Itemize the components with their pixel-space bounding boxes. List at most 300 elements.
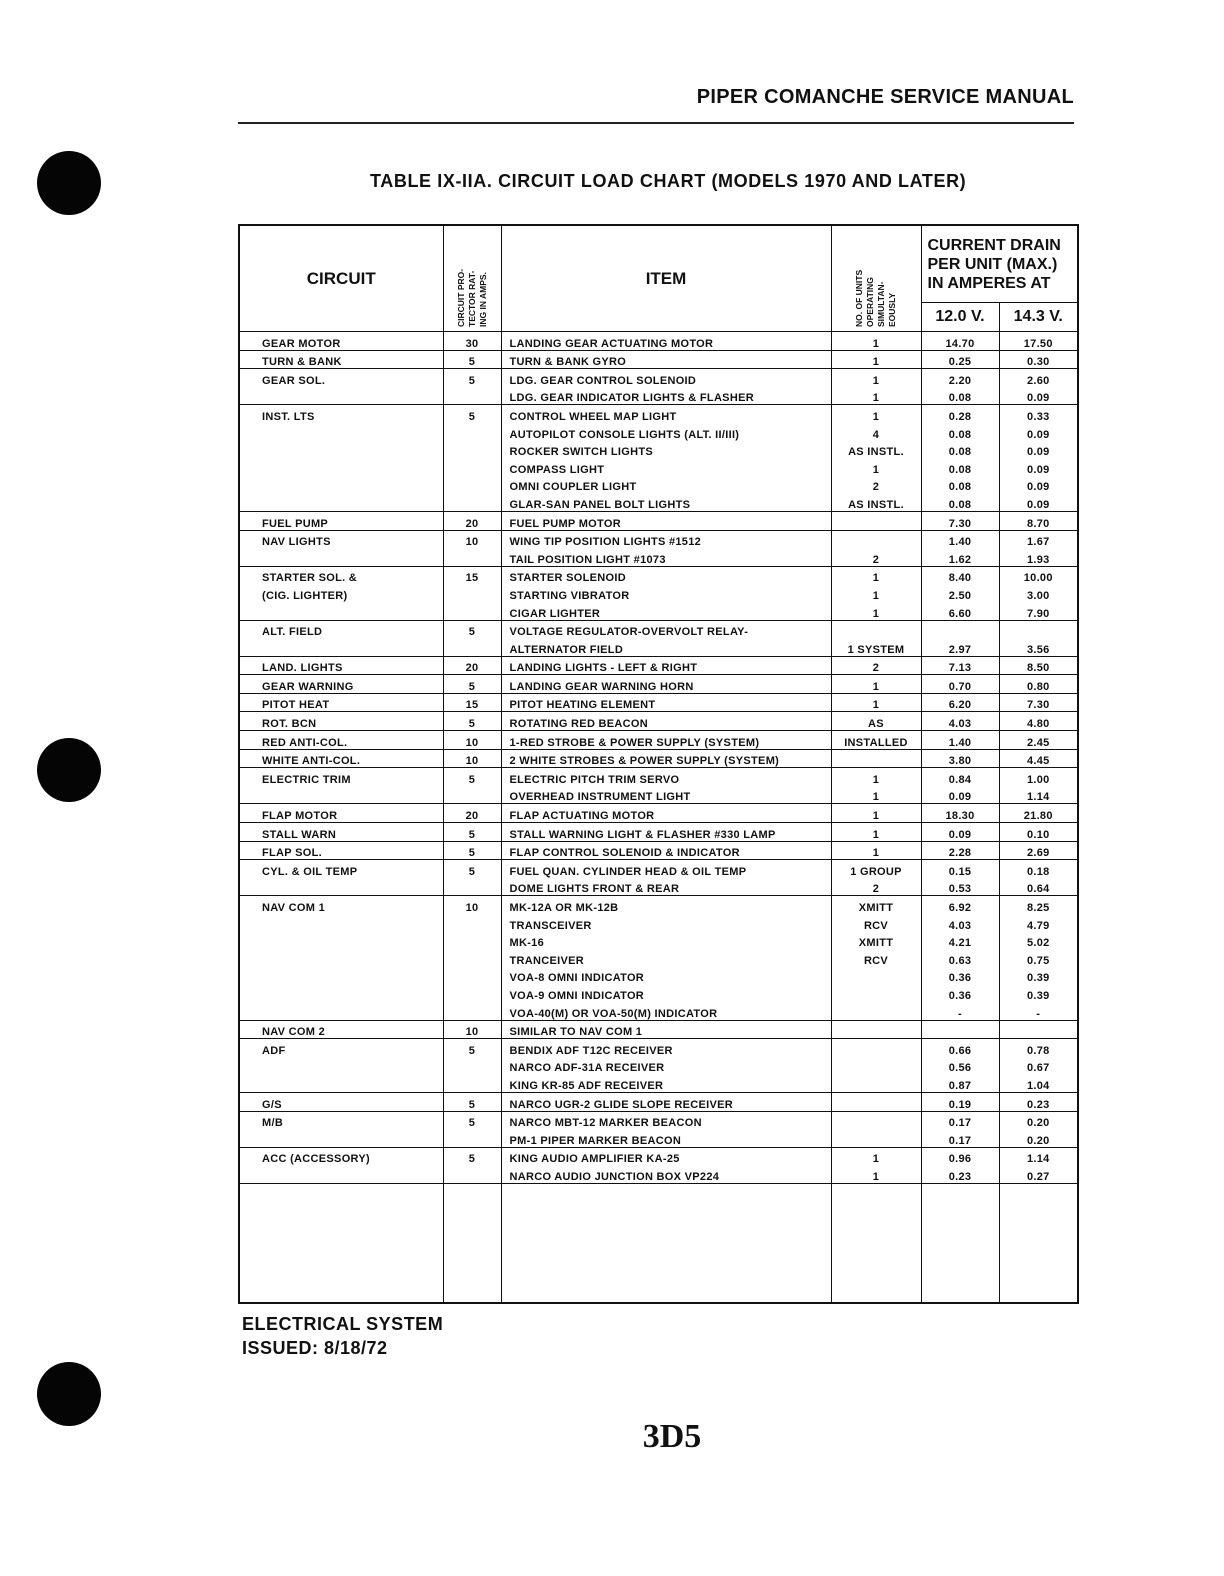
circuit-cell: NAV COM 2 bbox=[239, 1020, 443, 1039]
drain-14v-cell: 0.80 bbox=[999, 675, 1078, 694]
item-cell: STARTER SOLENOID bbox=[501, 566, 831, 584]
table-row bbox=[239, 566, 1078, 584]
header-rule bbox=[238, 122, 1074, 124]
circuit-cell bbox=[239, 476, 443, 494]
item-cell: FLAP ACTUATING MOTOR bbox=[501, 804, 831, 823]
units-cell bbox=[831, 1111, 921, 1129]
drain-12v-cell: 0.70 bbox=[921, 675, 999, 694]
units-cell: XMITT bbox=[831, 932, 921, 950]
rating-cell bbox=[443, 493, 501, 511]
drain-12v-cell: 0.66 bbox=[921, 1039, 999, 1057]
circuit-cell bbox=[239, 387, 443, 405]
units-cell: 1 SYSTEM bbox=[831, 638, 921, 656]
circuit-cell bbox=[239, 932, 443, 950]
units-cell: 1 bbox=[831, 675, 921, 694]
item-cell: ROCKER SWITCH LIGHTS bbox=[501, 441, 831, 459]
table-filler-row bbox=[239, 1183, 1078, 1303]
drain-12v-cell: 0.08 bbox=[921, 493, 999, 511]
table-row bbox=[239, 602, 1078, 620]
header-12v: 12.0 V. bbox=[921, 303, 999, 332]
circuit-cell bbox=[239, 1074, 443, 1092]
drain-12v-cell: 0.96 bbox=[921, 1147, 999, 1165]
table-row bbox=[239, 967, 1078, 985]
item-cell: COMPASS LIGHT bbox=[501, 458, 831, 476]
rating-cell: 10 bbox=[443, 896, 501, 914]
item-cell: FUEL QUAN. CYLINDER HEAD & OIL TEMP bbox=[501, 860, 831, 878]
item-cell: NARCO MBT-12 MARKER BEACON bbox=[501, 1111, 831, 1129]
circuit-cell: FUEL PUMP bbox=[239, 511, 443, 530]
rating-cell bbox=[443, 984, 501, 1002]
item-cell: NARCO UGR-2 GLIDE SLOPE RECEIVER bbox=[501, 1092, 831, 1111]
rating-cell bbox=[443, 1002, 501, 1020]
rating-cell: 5 bbox=[443, 350, 501, 369]
drain-12v-cell: 0.84 bbox=[921, 768, 999, 786]
circuit-cell: GEAR MOTOR bbox=[239, 332, 443, 351]
drain-14v-cell: 3.00 bbox=[999, 584, 1078, 602]
drain-12v-cell: 0.08 bbox=[921, 423, 999, 441]
circuit-cell bbox=[239, 984, 443, 1002]
table-row bbox=[239, 731, 1078, 750]
drain-14v-cell: - bbox=[999, 1002, 1078, 1020]
drain-12v-cell: 0.25 bbox=[921, 350, 999, 369]
rating-cell: 5 bbox=[443, 1092, 501, 1111]
drain-12v-cell: 1.40 bbox=[921, 731, 999, 750]
drain-14v-cell: 5.02 bbox=[999, 932, 1078, 950]
table-row bbox=[239, 458, 1078, 476]
units-cell: 1 bbox=[831, 458, 921, 476]
units-cell: 1 bbox=[831, 693, 921, 712]
circuit-cell: FLAP SOL. bbox=[239, 841, 443, 860]
item-cell: WING TIP POSITION LIGHTS #1512 bbox=[501, 530, 831, 548]
drain-12v-cell: 6.92 bbox=[921, 896, 999, 914]
units-cell bbox=[831, 530, 921, 548]
units-cell: 1 bbox=[831, 823, 921, 842]
drain-14v-cell: 21.80 bbox=[999, 804, 1078, 823]
drain-14v-cell: 3.56 bbox=[999, 638, 1078, 656]
circuit-cell: GEAR SOL. bbox=[239, 369, 443, 387]
units-cell: RCV bbox=[831, 914, 921, 932]
table-row bbox=[239, 768, 1078, 786]
drain-12v-cell: 0.08 bbox=[921, 476, 999, 494]
table-row bbox=[239, 932, 1078, 950]
units-cell bbox=[831, 511, 921, 530]
units-cell: 1 bbox=[831, 566, 921, 584]
item-cell: TRANSCEIVER bbox=[501, 914, 831, 932]
rating-cell bbox=[443, 786, 501, 804]
drain-12v-cell bbox=[921, 1020, 999, 1039]
table-body bbox=[239, 332, 1078, 1303]
table-row bbox=[239, 1147, 1078, 1165]
rating-cell bbox=[443, 476, 501, 494]
drain-14v-cell: 1.14 bbox=[999, 1147, 1078, 1165]
drain-12v-cell: 0.28 bbox=[921, 405, 999, 423]
units-cell bbox=[831, 1129, 921, 1147]
empty-cell bbox=[999, 1183, 1078, 1303]
rating-cell: 10 bbox=[443, 530, 501, 548]
drain-14v-cell: 0.27 bbox=[999, 1165, 1078, 1183]
drain-12v-cell: 0.87 bbox=[921, 1074, 999, 1092]
table-row bbox=[239, 712, 1078, 731]
drain-14v-cell: 1.04 bbox=[999, 1074, 1078, 1092]
table-row bbox=[239, 749, 1078, 768]
drain-12v-cell: 7.13 bbox=[921, 656, 999, 675]
item-cell: MK-16 bbox=[501, 932, 831, 950]
rating-cell bbox=[443, 1057, 501, 1075]
table-row bbox=[239, 786, 1078, 804]
drain-12v-cell: 0.23 bbox=[921, 1165, 999, 1183]
drain-14v-cell: 0.09 bbox=[999, 458, 1078, 476]
item-cell: LANDING GEAR ACTUATING MOTOR bbox=[501, 332, 831, 351]
table-row bbox=[239, 656, 1078, 675]
rating-cell bbox=[443, 602, 501, 620]
circuit-cell: NAV LIGHTS bbox=[239, 530, 443, 548]
item-cell: FLAP CONTROL SOLENOID & INDICATOR bbox=[501, 841, 831, 860]
footer-issued: ISSUED: 8/18/72 bbox=[242, 1338, 388, 1358]
circuit-cell bbox=[239, 967, 443, 985]
table-row bbox=[239, 896, 1078, 914]
circuit-load-table bbox=[238, 224, 1079, 1304]
drain-14v-cell: 0.20 bbox=[999, 1111, 1078, 1129]
item-cell: NARCO AUDIO JUNCTION BOX VP224 bbox=[501, 1165, 831, 1183]
table-row bbox=[239, 675, 1078, 694]
drain-12v-cell: 2.50 bbox=[921, 584, 999, 602]
units-cell bbox=[831, 1074, 921, 1092]
item-cell: PITOT HEATING ELEMENT bbox=[501, 693, 831, 712]
circuit-cell bbox=[239, 441, 443, 459]
table-row bbox=[239, 548, 1078, 566]
drain-12v-cell: 0.63 bbox=[921, 949, 999, 967]
item-cell: VOA-8 OMNI INDICATOR bbox=[501, 967, 831, 985]
drain-12v-cell: 0.36 bbox=[921, 967, 999, 985]
page-number: 3D5 bbox=[642, 1418, 702, 1455]
drain-12v-cell: 0.08 bbox=[921, 441, 999, 459]
drain-14v-cell: 8.25 bbox=[999, 896, 1078, 914]
empty-cell bbox=[239, 1183, 443, 1303]
units-cell bbox=[831, 749, 921, 768]
units-cell: 1 bbox=[831, 786, 921, 804]
drain-12v-cell: 4.03 bbox=[921, 914, 999, 932]
circuit-cell: INST. LTS bbox=[239, 405, 443, 423]
drain-14v-cell: 8.70 bbox=[999, 511, 1078, 530]
item-cell: DOME LIGHTS FRONT & REAR bbox=[501, 878, 831, 896]
circuit-cell bbox=[239, 949, 443, 967]
drain-14v-cell: 0.10 bbox=[999, 823, 1078, 842]
drain-12v-cell: 1.40 bbox=[921, 530, 999, 548]
rating-cell: 30 bbox=[443, 332, 501, 351]
units-cell: 1 bbox=[831, 768, 921, 786]
rating-cell bbox=[443, 1129, 501, 1147]
units-cell: XMITT bbox=[831, 896, 921, 914]
circuit-cell: CYL. & OIL TEMP bbox=[239, 860, 443, 878]
table-row bbox=[239, 1020, 1078, 1039]
drain-12v-cell: 14.70 bbox=[921, 332, 999, 351]
table-row bbox=[239, 1002, 1078, 1020]
circuit-cell bbox=[239, 914, 443, 932]
table-row bbox=[239, 860, 1078, 878]
drain-12v-cell: 0.09 bbox=[921, 786, 999, 804]
circuit-cell: (CIG. LIGHTER) bbox=[239, 584, 443, 602]
table-row bbox=[239, 511, 1078, 530]
rating-cell bbox=[443, 638, 501, 656]
empty-cell bbox=[921, 1183, 999, 1303]
binder-hole-middle bbox=[37, 738, 101, 802]
table-row bbox=[239, 476, 1078, 494]
table-row bbox=[239, 1092, 1078, 1111]
circuit-cell bbox=[239, 786, 443, 804]
drain-14v-cell: 0.39 bbox=[999, 967, 1078, 985]
rating-cell: 5 bbox=[443, 712, 501, 731]
drain-14v-cell: 0.20 bbox=[999, 1129, 1078, 1147]
rating-cell: 5 bbox=[443, 841, 501, 860]
drain-14v-cell: 0.64 bbox=[999, 878, 1078, 896]
item-cell: AUTOPILOT CONSOLE LIGHTS (ALT. II/III) bbox=[501, 423, 831, 441]
item-cell: TAIL POSITION LIGHT #1073 bbox=[501, 548, 831, 566]
drain-14v-cell: 7.90 bbox=[999, 602, 1078, 620]
rating-cell bbox=[443, 423, 501, 441]
binder-hole-top bbox=[37, 151, 101, 215]
rating-cell: 5 bbox=[443, 1147, 501, 1165]
item-cell: VOA-40(M) OR VOA-50(M) INDICATOR bbox=[501, 1002, 831, 1020]
item-cell: KING AUDIO AMPLIFIER KA-25 bbox=[501, 1147, 831, 1165]
rating-cell bbox=[443, 441, 501, 459]
drain-12v-cell: 4.21 bbox=[921, 932, 999, 950]
drain-14v-cell: 0.09 bbox=[999, 493, 1078, 511]
item-cell: LANDING LIGHTS - LEFT & RIGHT bbox=[501, 656, 831, 675]
units-cell: 1 bbox=[831, 804, 921, 823]
drain-14v-cell: 1.14 bbox=[999, 786, 1078, 804]
empty-cell bbox=[443, 1183, 501, 1303]
item-cell: SIMILAR TO NAV COM 1 bbox=[501, 1020, 831, 1039]
drain-14v-cell: 4.80 bbox=[999, 712, 1078, 731]
drain-14v-cell: 1.67 bbox=[999, 530, 1078, 548]
drain-14v-cell: 2.60 bbox=[999, 369, 1078, 387]
circuit-cell bbox=[239, 1129, 443, 1147]
table-row bbox=[239, 1074, 1078, 1092]
rating-cell: 10 bbox=[443, 749, 501, 768]
rating-cell bbox=[443, 932, 501, 950]
circuit-cell: ACC (ACCESSORY) bbox=[239, 1147, 443, 1165]
drain-14v-cell: 10.00 bbox=[999, 566, 1078, 584]
circuit-cell bbox=[239, 878, 443, 896]
circuit-cell bbox=[239, 602, 443, 620]
units-cell bbox=[831, 984, 921, 1002]
item-cell: LDG. GEAR INDICATOR LIGHTS & FLASHER bbox=[501, 387, 831, 405]
table-row bbox=[239, 1111, 1078, 1129]
item-cell: LANDING GEAR WARNING HORN bbox=[501, 675, 831, 694]
item-cell: TRANCEIVER bbox=[501, 949, 831, 967]
units-cell: 2 bbox=[831, 476, 921, 494]
rating-cell: 5 bbox=[443, 369, 501, 387]
table-row bbox=[239, 493, 1078, 511]
drain-14v-cell: 17.50 bbox=[999, 332, 1078, 351]
circuit-cell bbox=[239, 1165, 443, 1183]
rating-cell: 15 bbox=[443, 566, 501, 584]
drain-14v-cell: 8.50 bbox=[999, 656, 1078, 675]
rating-cell: 20 bbox=[443, 511, 501, 530]
table-row bbox=[239, 387, 1078, 405]
circuit-cell: RED ANTI-COL. bbox=[239, 731, 443, 750]
table-row bbox=[239, 693, 1078, 712]
circuit-cell: G/S bbox=[239, 1092, 443, 1111]
circuit-cell: ALT. FIELD bbox=[239, 620, 443, 638]
header-14v: 14.3 V. bbox=[999, 303, 1078, 332]
circuit-cell: PITOT HEAT bbox=[239, 693, 443, 712]
circuit-cell bbox=[239, 1002, 443, 1020]
drain-14v-cell: 4.79 bbox=[999, 914, 1078, 932]
circuit-cell bbox=[239, 458, 443, 476]
item-cell: VOLTAGE REGULATOR-OVERVOLT RELAY- bbox=[501, 620, 831, 638]
header-circuit: CIRCUIT bbox=[239, 225, 443, 332]
circuit-cell: ROT. BCN bbox=[239, 712, 443, 731]
table-row bbox=[239, 405, 1078, 423]
rating-cell: 5 bbox=[443, 823, 501, 842]
circuit-cell bbox=[239, 638, 443, 656]
units-cell: 1 bbox=[831, 841, 921, 860]
units-cell: AS INSTL. bbox=[831, 493, 921, 511]
units-cell: AS bbox=[831, 712, 921, 731]
item-cell: VOA-9 OMNI INDICATOR bbox=[501, 984, 831, 1002]
circuit-cell: STALL WARN bbox=[239, 823, 443, 842]
drain-12v-cell: 4.03 bbox=[921, 712, 999, 731]
item-cell: 2 WHITE STROBES & POWER SUPPLY (SYSTEM) bbox=[501, 749, 831, 768]
drain-12v-cell: 7.30 bbox=[921, 511, 999, 530]
table-row bbox=[239, 423, 1078, 441]
drain-12v-cell: 0.17 bbox=[921, 1129, 999, 1147]
drain-14v-cell: 1.00 bbox=[999, 768, 1078, 786]
rating-cell bbox=[443, 458, 501, 476]
units-cell: AS INSTL. bbox=[831, 441, 921, 459]
item-cell: KING KR-85 ADF RECEIVER bbox=[501, 1074, 831, 1092]
units-cell bbox=[831, 1020, 921, 1039]
header-item: ITEM bbox=[501, 225, 831, 332]
units-cell: 2 bbox=[831, 548, 921, 566]
circuit-cell: WHITE ANTI-COL. bbox=[239, 749, 443, 768]
rating-cell: 20 bbox=[443, 656, 501, 675]
manual-title: PIPER COMANCHE SERVICE MANUAL bbox=[696, 86, 1074, 108]
rating-cell: 5 bbox=[443, 768, 501, 786]
drain-14v-cell: 0.09 bbox=[999, 423, 1078, 441]
table-row bbox=[239, 804, 1078, 823]
rating-cell bbox=[443, 387, 501, 405]
item-cell: FUEL PUMP MOTOR bbox=[501, 511, 831, 530]
item-cell: CONTROL WHEEL MAP LIGHT bbox=[501, 405, 831, 423]
drain-14v-cell: 2.69 bbox=[999, 841, 1078, 860]
table-row bbox=[239, 332, 1078, 351]
drain-12v-cell: 2.28 bbox=[921, 841, 999, 860]
rating-cell: 15 bbox=[443, 693, 501, 712]
drain-12v-cell: 18.30 bbox=[921, 804, 999, 823]
drain-14v-cell: 0.75 bbox=[999, 949, 1078, 967]
drain-14v-cell: 0.39 bbox=[999, 984, 1078, 1002]
table-row bbox=[239, 638, 1078, 656]
item-cell: GLAR-SAN PANEL BOLT LIGHTS bbox=[501, 493, 831, 511]
rating-cell: 10 bbox=[443, 1020, 501, 1039]
table-row bbox=[239, 914, 1078, 932]
units-cell: 1 bbox=[831, 332, 921, 351]
units-cell bbox=[831, 1092, 921, 1111]
item-cell: NARCO ADF-31A RECEIVER bbox=[501, 1057, 831, 1075]
drain-12v-cell bbox=[921, 620, 999, 638]
units-cell: 1 bbox=[831, 350, 921, 369]
table-row bbox=[239, 823, 1078, 842]
units-cell: 1 bbox=[831, 602, 921, 620]
units-cell bbox=[831, 620, 921, 638]
item-cell: PM-1 PIPER MARKER BEACON bbox=[501, 1129, 831, 1147]
circuit-cell: NAV COM 1 bbox=[239, 896, 443, 914]
drain-12v-cell: 6.20 bbox=[921, 693, 999, 712]
table-row bbox=[239, 1165, 1078, 1183]
units-cell: 1 bbox=[831, 1165, 921, 1183]
table-row bbox=[239, 369, 1078, 387]
empty-cell bbox=[831, 1183, 921, 1303]
rating-cell: 5 bbox=[443, 620, 501, 638]
rating-cell bbox=[443, 548, 501, 566]
rating-cell: 5 bbox=[443, 675, 501, 694]
circuit-cell: ELECTRIC TRIM bbox=[239, 768, 443, 786]
drain-14v-cell: 2.45 bbox=[999, 731, 1078, 750]
binder-hole-bottom bbox=[37, 1362, 101, 1426]
circuit-cell: FLAP MOTOR bbox=[239, 804, 443, 823]
table-row bbox=[239, 584, 1078, 602]
table-row bbox=[239, 841, 1078, 860]
units-cell bbox=[831, 1057, 921, 1075]
units-cell bbox=[831, 1002, 921, 1020]
drain-14v-cell: 0.09 bbox=[999, 441, 1078, 459]
drain-14v-cell bbox=[999, 1020, 1078, 1039]
drain-14v-cell: 7.30 bbox=[999, 693, 1078, 712]
units-cell: 2 bbox=[831, 656, 921, 675]
units-cell: RCV bbox=[831, 949, 921, 967]
header-protector-rating bbox=[443, 225, 501, 332]
units-cell: 1 bbox=[831, 405, 921, 423]
drain-12v-cell: 0.08 bbox=[921, 458, 999, 476]
table-row bbox=[239, 530, 1078, 548]
drain-14v-cell: 0.18 bbox=[999, 860, 1078, 878]
drain-12v-cell: 2.20 bbox=[921, 369, 999, 387]
rating-cell: 5 bbox=[443, 1039, 501, 1057]
rating-cell bbox=[443, 878, 501, 896]
circuit-cell: ADF bbox=[239, 1039, 443, 1057]
circuit-cell: TURN & BANK bbox=[239, 350, 443, 369]
item-cell: ROTATING RED BEACON bbox=[501, 712, 831, 731]
header-current-drain: CURRENT DRAIN PER UNIT (MAX.) IN AMPERES AT bbox=[921, 225, 1078, 303]
circuit-cell bbox=[239, 423, 443, 441]
item-cell: 1-RED STROBE & POWER SUPPLY (SYSTEM) bbox=[501, 731, 831, 750]
header-units-text: NO. OF UNITS OPERATING SIMULTAN- EOUSLY bbox=[854, 269, 897, 327]
units-cell: 1 bbox=[831, 1147, 921, 1165]
drain-12v-cell: 8.40 bbox=[921, 566, 999, 584]
rating-cell: 5 bbox=[443, 405, 501, 423]
table-row bbox=[239, 1057, 1078, 1075]
item-cell: OMNI COUPLER LIGHT bbox=[501, 476, 831, 494]
table-row bbox=[239, 878, 1078, 896]
rating-cell: 5 bbox=[443, 860, 501, 878]
drain-12v-cell: 3.80 bbox=[921, 749, 999, 768]
circuit-cell: LAND. LIGHTS bbox=[239, 656, 443, 675]
drain-12v-cell: 2.97 bbox=[921, 638, 999, 656]
item-cell: LDG. GEAR CONTROL SOLENOID bbox=[501, 369, 831, 387]
item-cell: STARTING VIBRATOR bbox=[501, 584, 831, 602]
rating-cell: 20 bbox=[443, 804, 501, 823]
table-row bbox=[239, 984, 1078, 1002]
table-title: TABLE IX-IIA. CIRCUIT LOAD CHART (MODELS 1970 AND LATER) bbox=[370, 171, 967, 191]
item-cell: MK-12A OR MK-12B bbox=[501, 896, 831, 914]
drain-14v-cell: 0.09 bbox=[999, 387, 1078, 405]
drain-14v-cell: 0.30 bbox=[999, 350, 1078, 369]
drain-14v-cell: 0.23 bbox=[999, 1092, 1078, 1111]
circuit-cell: STARTER SOL. & bbox=[239, 566, 443, 584]
circuit-cell bbox=[239, 493, 443, 511]
